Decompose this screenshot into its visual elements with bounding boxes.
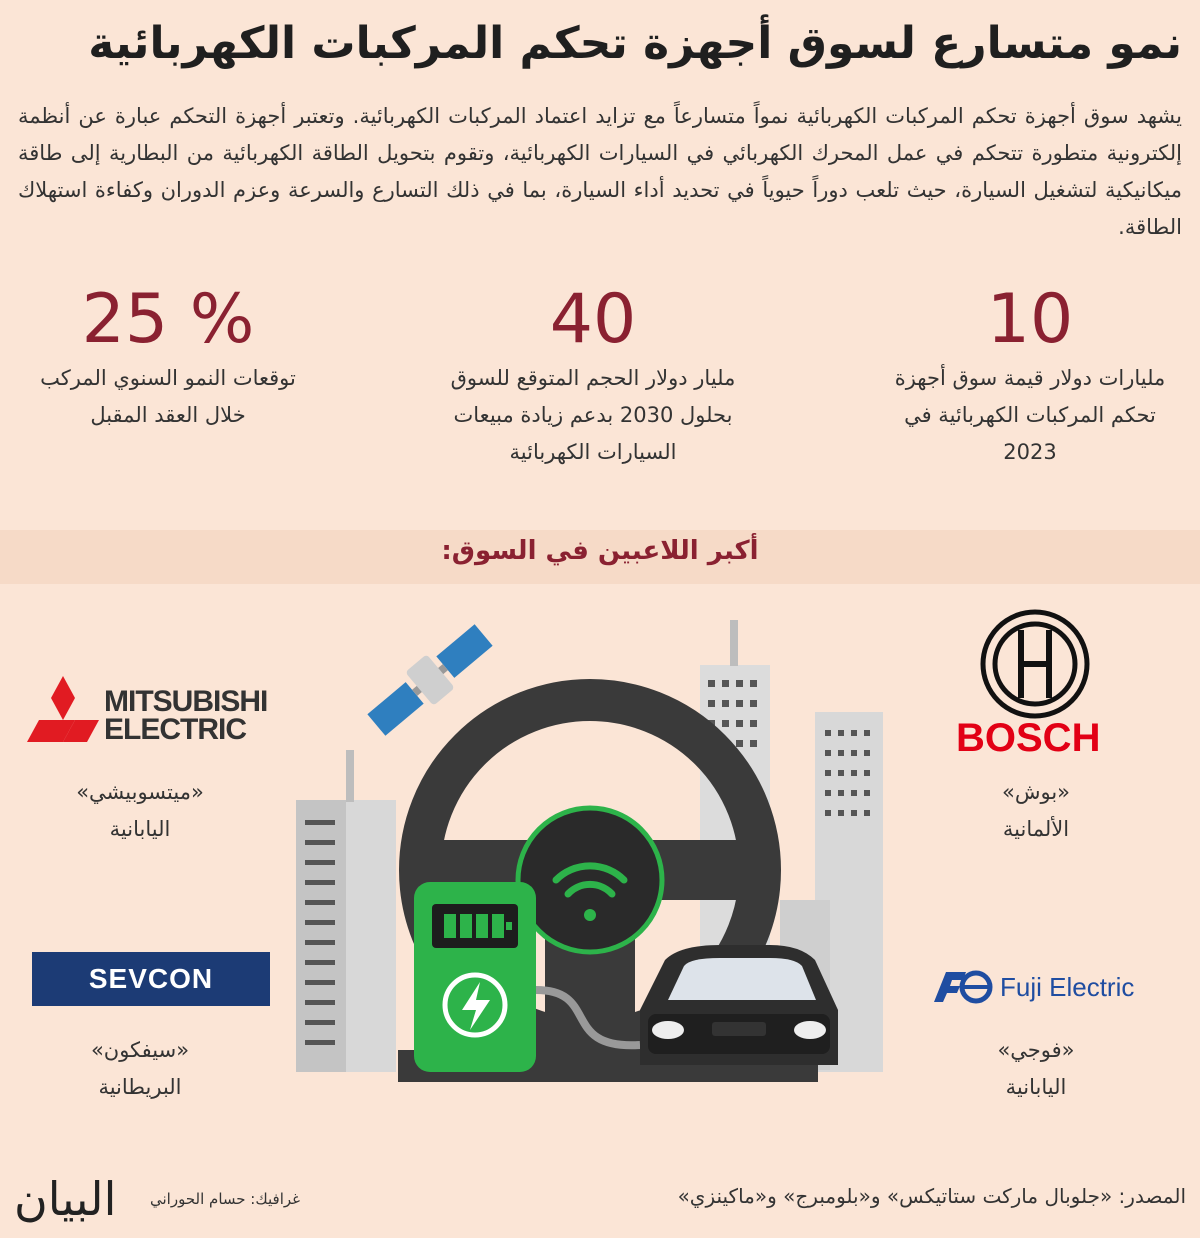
stat-value: 40 (549, 280, 637, 359)
intro-paragraph: يشهد سوق أجهزة تحكم المركبات الكهربائية نمواً متسارعاً مع تزايد اعتماد المركبات الكهربائية. وتعتبر أجهزة التحكم عبارة عن أنظمة إلكترونية متطورة تتحكم في عمل المحرك الكهربائي في السيارات الكهربائية، وتقوم بتحويل الطاقة الكهربائية من البطارية إلى طاقة ميكانيكية لتشغيل السيارة، حيث تلعب دوراً حيوياً في تحديد أداء السيارة، بما في ذلك التسارع والسرعة وعزم الدوران وكفاءة استهلاك الطاقة. (18, 104, 1182, 239)
company-origin: البريطانية (98, 1075, 182, 1099)
mitsubishi-logo-line1: MITSUBISHI (104, 685, 268, 718)
company-name: «ميتسوبيشي» (76, 780, 204, 804)
stat-value: % 25 (81, 280, 255, 359)
sevcon-logo: SEVCON (32, 952, 270, 1006)
page-title: نمو متسارع لسوق أجهزة تحكم المركبات الكهربائية (88, 18, 1182, 69)
stat-value: 10 (986, 280, 1074, 359)
players-title: أكبر اللاعبين في السوق: (441, 536, 759, 566)
company-origin: اليابانية (1005, 1075, 1067, 1099)
company-name: «بوش» (1001, 780, 1071, 804)
mitsubishi-logo-line2: ELECTRIC (104, 713, 246, 746)
company-fuji (906, 1032, 1166, 1106)
stat-description: مليارات دولار قيمة سوق أجهزة تحكم المركبات الكهربائية في 2023 (894, 366, 1166, 464)
stat-description: توقعات النمو السنوي المركب خلال العقد المقبل (40, 366, 296, 427)
stat-description: مليار دولار الحجم المتوقع للسوق بحلول 2030 بدعم زيادة مبيعات السيارات الكهربائية (450, 366, 736, 464)
publisher-logo: البيان (14, 1172, 117, 1226)
footer-credit: غرافيك: حسام الحوراني (150, 1190, 300, 1208)
fuji-logo-text: Fuji Electric (1000, 972, 1135, 1002)
footer-source: المصدر: «جلوبال ماركت ستاتيكس» و«بلومبرج» و«ماكينزي» (677, 1184, 1186, 1208)
company-origin: الألمانية (1002, 817, 1070, 841)
bosch-logo-text: BOSCH (956, 716, 1101, 760)
company-origin: اليابانية (109, 817, 171, 841)
company-sevcon (10, 1032, 270, 1106)
company-name: «سيفكون» (90, 1038, 190, 1062)
company-name: «فوجي» (997, 1038, 1075, 1062)
